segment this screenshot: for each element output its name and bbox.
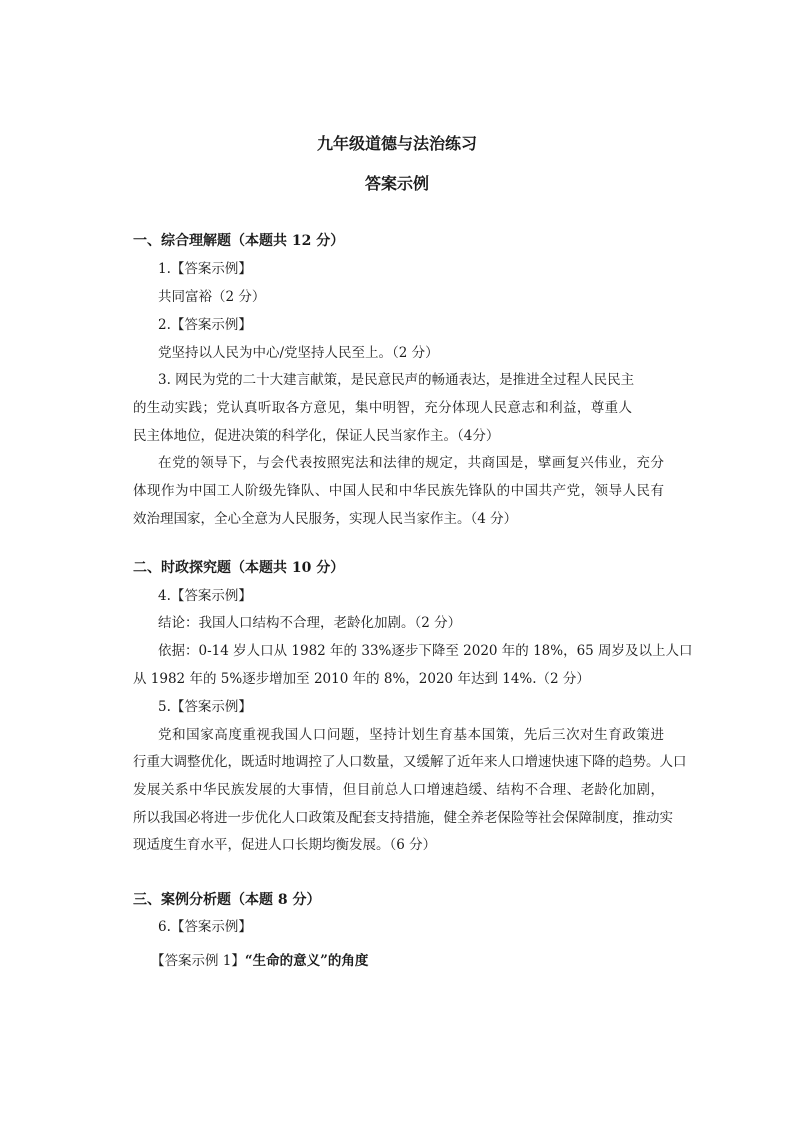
answer-text-q2: 党坚持以人民为中心/党坚持人民至上。（2 分） [158,345,439,361]
answer-text-q5-line-1: 党和国家高度重视我国人口问题，坚持计划生育基本国策，先后三次对生育政策进 [158,727,664,743]
answer-text-q4-basis-line-2: 从 1982 年的 5%逐步增加至 2010 年的 8%，2020 年达到 14%.（2 分） [133,671,590,687]
answer-subheading-title: “生命的意义”的角度 [244,953,369,969]
answer-text-q5-line-5: 现适度生育水平，促进人口长期均衡发展。（6 分） [133,837,437,853]
section-heading-2: 二、时政探究题（本题共 10 分） [133,560,345,576]
answer-text-q5-line-2: 行重大调整优化，既适时地调控了人口数量，又缓解了近年来人口增速快速下降的趋势。人口 [133,754,687,770]
answer-text-q5-line-3: 发展关系中华民族发展的大事情，但目前总人口增速趋缓、结构不合理、老龄化加剧， [133,782,664,798]
section-heading-3: 三、案例分析题（本题 8 分） [133,892,321,908]
answer-text-q3-line-3: 民主体地位，促进决策的科学化，保证人民当家作主。（4分） [133,428,500,444]
page-subtitle: 答案示例 [364,174,429,193]
section-heading-1: 一、综合理解题（本题共 12 分） [133,233,345,249]
answer-text-q3b-line-3: 效治理国家，全心全意为人民服务，实现人民当家作主。（4 分） [133,511,518,527]
answer-text-q4-conclusion: 结论：我国人口结构不合理，老龄化加剧。（2 分） [158,615,462,631]
answer-text-q5-line-4: 所以我国必将进一步优化人口政策及配套支持措施，健全养老保险等社会保障制度，推动实 [133,810,673,826]
page-title: 九年级道德与法治练习 [316,134,477,153]
answer-label-q5: 5.【答案示例】 [158,699,252,715]
answer-subheading-q6 [151,951,368,971]
answer-subheading-bracket: 【答案示例 1】 [151,953,245,969]
answer-text-q1: 共同富裕（2 分） [158,289,266,305]
answer-label-q2: 2.【答案示例】 [158,317,252,333]
answer-text-q3b-line-2: 体现作为中国工人阶级先锋队、中国人民和中华民族先锋队的中国共产党，领导人民有 [133,483,664,499]
answer-label-q4: 4.【答案示例】 [158,588,252,604]
answer-text-q3-line-2: 的生动实践；党认真听取各方意见，集中明智，充分体现人民意志和利益，尊重人 [133,400,632,416]
answer-label-q1: 1.【答案示例】 [158,261,252,277]
answer-text-q4-basis-line-1: 依据：0-14 岁人口从 1982 年的 33%逐步下降至 2020 年的 18%，65 周岁及以上人口 [158,643,693,659]
answer-label-q6: 6.【答案示例】 [158,919,252,935]
answer-text-q3-line-1: 3. 网民为党的二十大建言献策，是民意民声的畅通表达，是推进全过程人民民主 [158,372,635,388]
answer-text-q3b-line-1: 在党的领导下，与会代表按照宪法和法律的规定，共商国是，擘画复兴伟业，充分 [158,455,664,471]
